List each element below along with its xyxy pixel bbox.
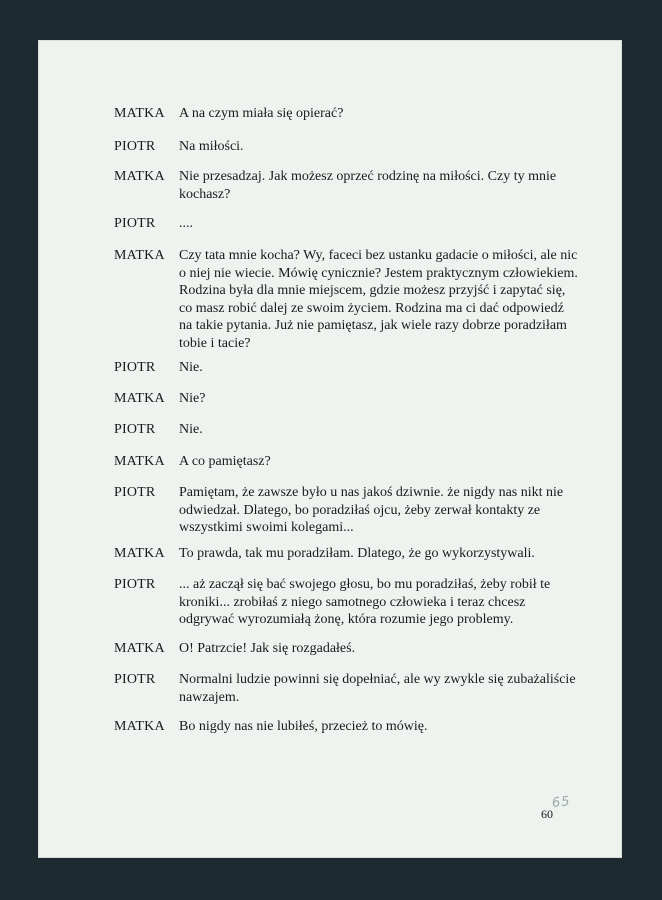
script-page	[38, 40, 622, 858]
speaker-name: MATKA	[114, 641, 165, 656]
dialogue-text: ... aż zaczął się bać swojego głosu, bo mu poradziłaś, żeby robił te kroniki... zrobiłaś z niego samotnego człowieka i teraz chcesz odgrywać wyrozumiałą żonę, która rozumie jego problemy.	[179, 577, 551, 628]
handwritten-page-mark: 65	[551, 794, 572, 811]
page-number: 60	[541, 807, 553, 821]
speaker-name: PIOTR	[114, 139, 156, 154]
speaker-name: MATKA	[114, 248, 165, 263]
dialogue-text: Normalni ludzie powinni się dopełniać, ale wy zwykle się zubażaliście nawzajem.	[179, 672, 576, 705]
speaker-name: MATKA	[114, 169, 165, 184]
speaker-name: MATKA	[114, 391, 165, 406]
dialogue-text: Bo nigdy nas nie lubiłeś, przecież to mówię.	[179, 719, 428, 734]
speaker-name: PIOTR	[114, 485, 156, 500]
dialogue-text: Nie.	[179, 360, 203, 375]
speaker-name: PIOTR	[114, 672, 156, 687]
speaker-name: PIOTR	[114, 216, 156, 231]
dialogue-text: Czy tata mnie kocha? Wy, faceci bez ustanku gadacie o miłości, ale nic o niej nie wiecie. Mówię cynicznie? Jestem praktycznym człowiekiem. Rodzina była dla mnie miejscem, gdzie możesz przyjść i zapytać się, co masz robić dalej ze swoim życiem. Rodzina ma ci dać odpowiedź na takie pytania. Już nie pamiętasz, jak wiele razy dobrze poradziłam tobie i tacie?	[179, 248, 578, 351]
dialogue	[38, 40, 622, 858]
dialogue-text: O! Patrzcie! Jak się rozgadałeś.	[179, 641, 356, 656]
speaker-name: MATKA	[114, 719, 165, 734]
dialogue-text: Nie?	[179, 391, 206, 406]
dialogue-text: A co pamiętasz?	[179, 454, 271, 469]
dialogue-text: ....	[179, 216, 193, 231]
speaker-name: PIOTR	[114, 360, 156, 375]
speaker-name: PIOTR	[114, 422, 156, 437]
dialogue-text: To prawda, tak mu poradziłam. Dlatego, że go wykorzystywali.	[179, 546, 535, 561]
speaker-name: MATKA	[114, 106, 165, 121]
dialogue-text: Na miłości.	[179, 139, 244, 154]
dialogue-text: A na czym miała się opierać?	[179, 106, 344, 121]
dialogue-text: Nie.	[179, 422, 203, 437]
dialogue-text: Nie przesadzaj. Jak możesz oprzeć rodzinę na miłości. Czy ty mnie kochasz?	[179, 169, 557, 202]
speaker-name: MATKA	[114, 546, 165, 561]
speaker-name: PIOTR	[114, 577, 156, 592]
speaker-name: MATKA	[114, 454, 165, 469]
dialogue-text: Pamiętam, że zawsze było u nas jakoś dziwnie. że nigdy nas nikt nie odwiedzał. Dlatego, bo poradziłaś ojcu, żeby zerwał kontakty ze wszystkimi swoimi kolegami...	[179, 485, 564, 536]
